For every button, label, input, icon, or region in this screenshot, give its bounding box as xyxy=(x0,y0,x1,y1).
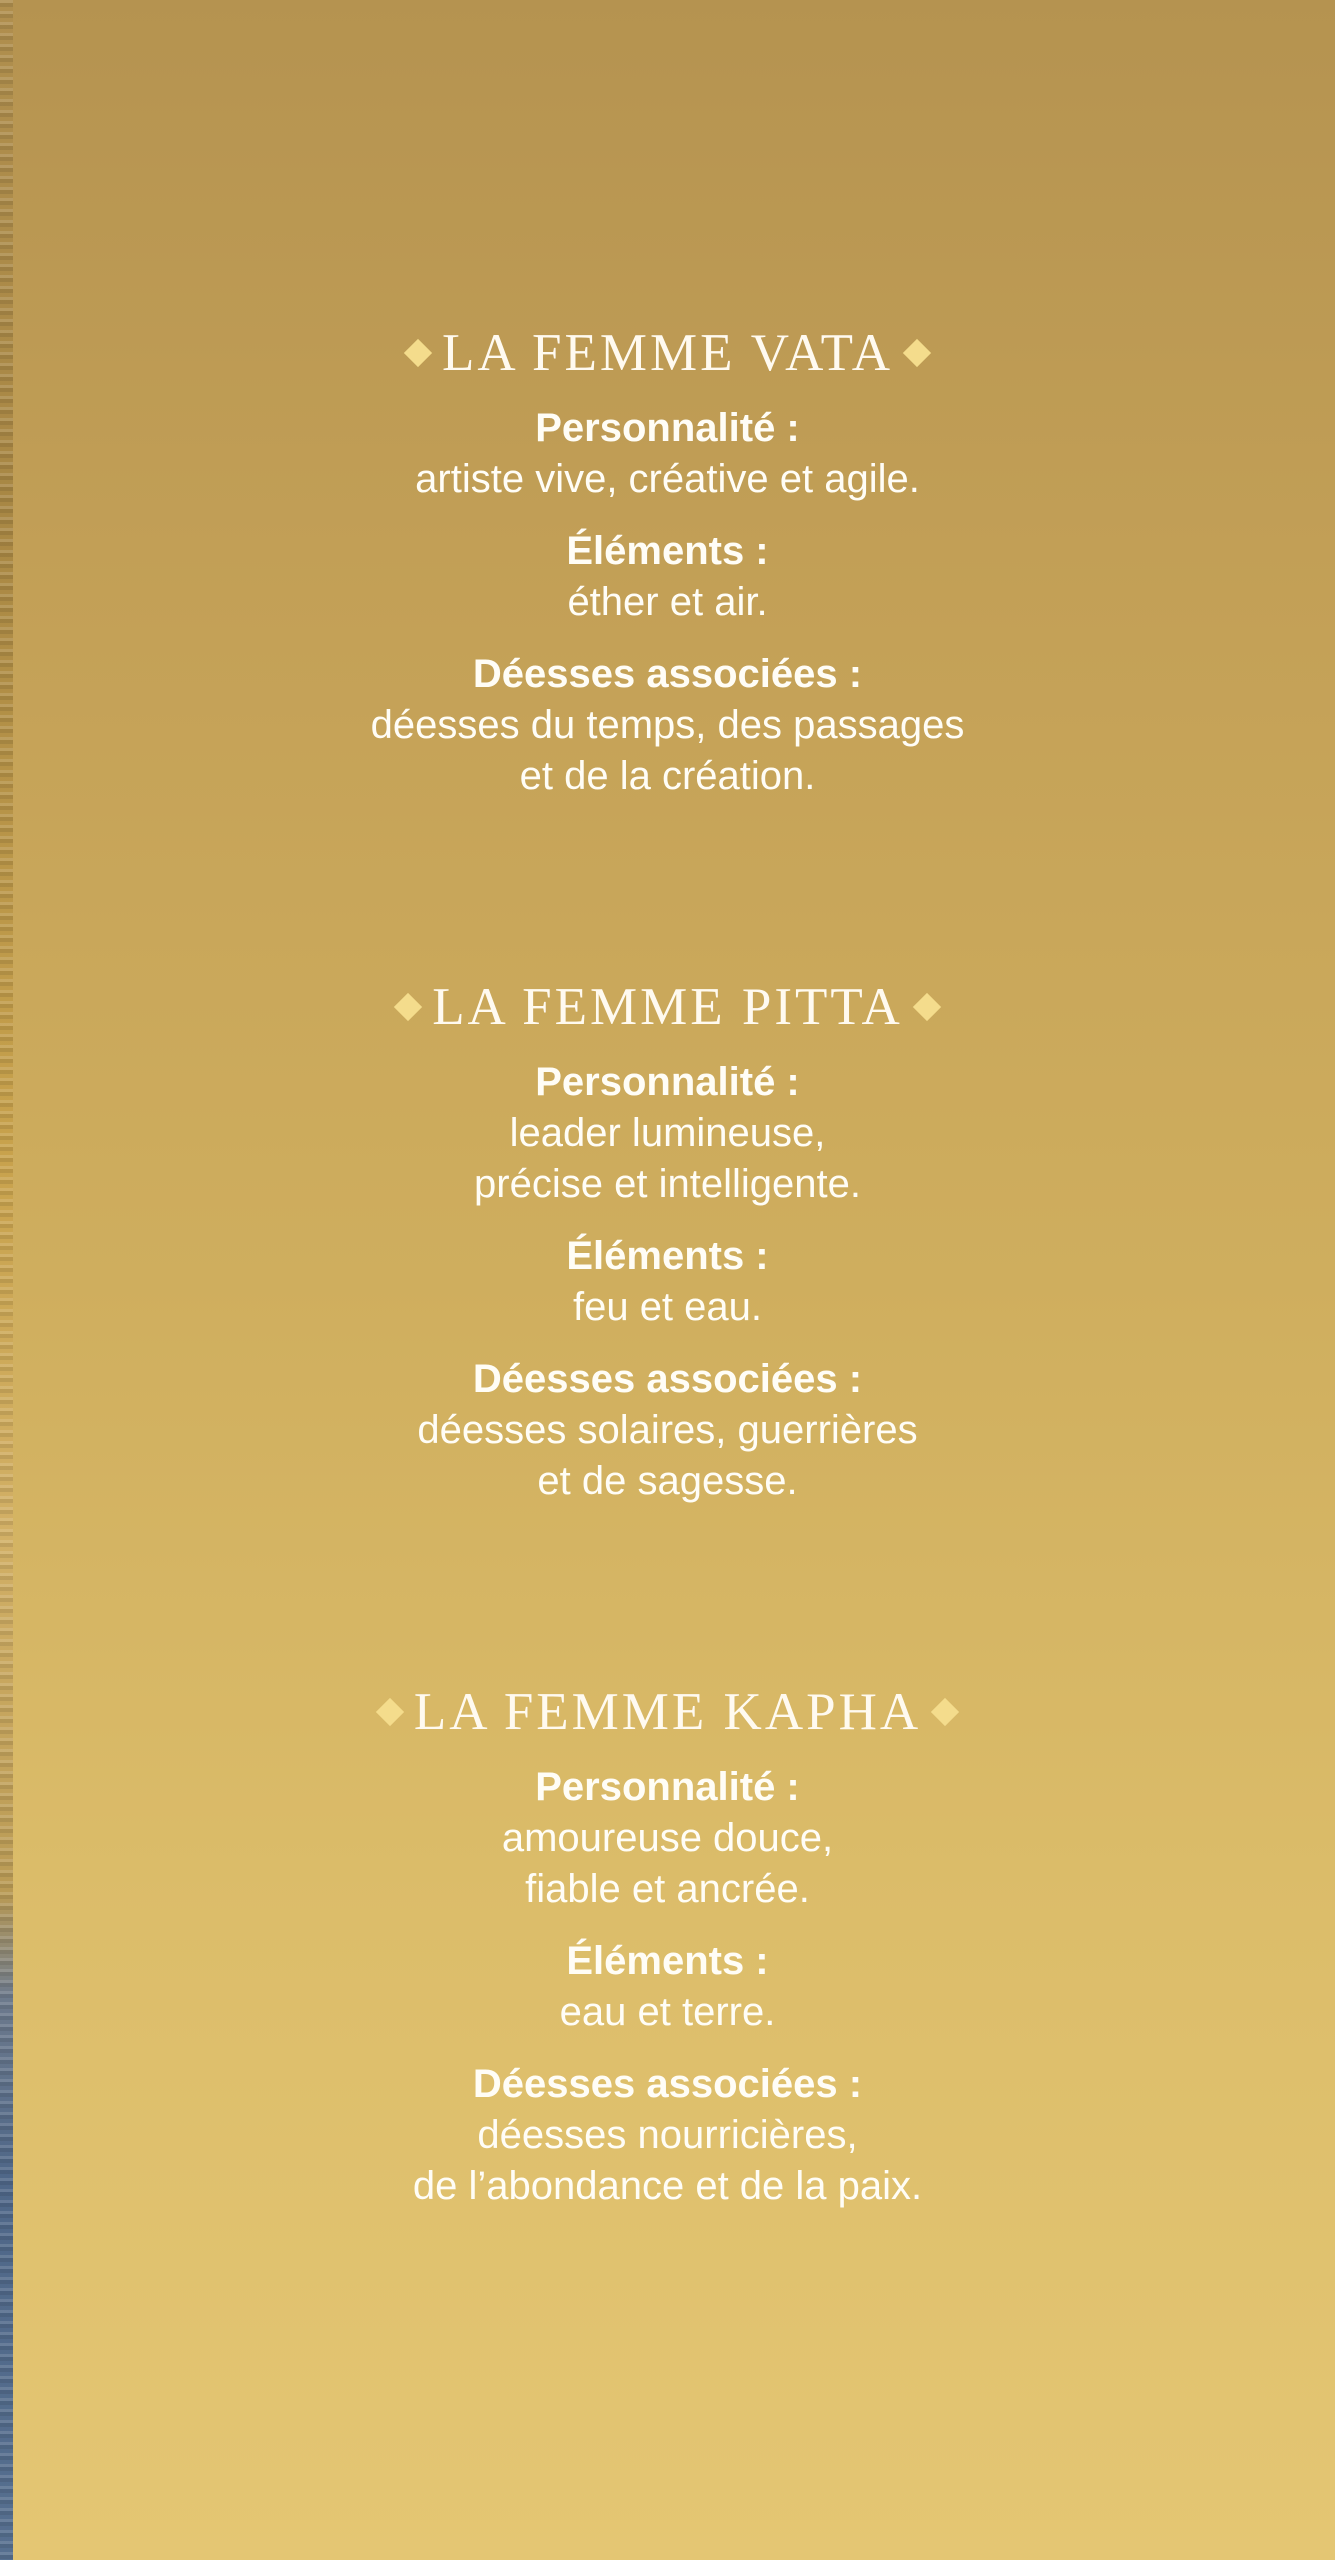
personality-value xyxy=(0,1108,1335,1210)
section-pitta xyxy=(0,972,1335,1507)
section-title-kapha xyxy=(0,1677,1335,1747)
diamond-icon xyxy=(903,339,931,367)
personality-line: leader lumineuse, xyxy=(509,1111,826,1155)
diamond-icon xyxy=(376,1698,404,1726)
goddesses-label: Déesses associées : xyxy=(472,652,863,696)
elements-line: éther et air. xyxy=(567,580,768,624)
personality-line: précise et intelligente. xyxy=(474,1162,861,1206)
elements-value xyxy=(0,577,1335,628)
personality-line: amoureuse douce, xyxy=(501,1816,834,1860)
section-title-vata xyxy=(0,318,1335,388)
personality-label: Personnalité : xyxy=(535,1765,800,1809)
goddesses-line: et de la création. xyxy=(519,754,816,798)
elements-label: Éléments : xyxy=(566,1939,769,1983)
goddesses-value xyxy=(0,2110,1335,2212)
personality-label: Personnalité : xyxy=(535,1060,800,1104)
personality-value xyxy=(0,1813,1335,1915)
personality-value xyxy=(0,454,1335,505)
goddesses-line: déesses du temps, des passages xyxy=(370,703,965,747)
personality-line: fiable et ancrée. xyxy=(525,1867,810,1911)
diamond-icon xyxy=(404,339,432,367)
goddesses-line: de l’abondance et de la paix. xyxy=(412,2164,923,2208)
section-title-pitta xyxy=(0,972,1335,1042)
goddesses-line: déesses nourricières, xyxy=(477,2113,858,2157)
goddesses-label: Déesses associées : xyxy=(472,2062,863,2106)
goddesses-line: déesses solaires, guerrières xyxy=(417,1408,918,1452)
goddesses-line: et de sagesse. xyxy=(537,1459,798,1503)
goddesses-value xyxy=(0,700,1335,802)
section-kapha xyxy=(0,1677,1335,2212)
personality-label: Personnalité : xyxy=(535,406,800,450)
goddesses-value xyxy=(0,1405,1335,1507)
elements-label: Éléments : xyxy=(566,1234,769,1278)
section-title-text: LA FEMME PITTA xyxy=(432,978,903,1036)
section-title-text: LA FEMME KAPHA xyxy=(413,1683,922,1741)
diamond-icon xyxy=(913,993,941,1021)
elements-label: Éléments : xyxy=(566,529,769,573)
section-title-text: LA FEMME VATA xyxy=(442,324,893,382)
elements-line: eau et terre. xyxy=(559,1990,776,2034)
personality-line: artiste vive, créative et agile. xyxy=(415,457,920,501)
elements-value xyxy=(0,1987,1335,2038)
elements-line: feu et eau. xyxy=(572,1285,763,1329)
section-vata xyxy=(0,318,1335,802)
elements-value xyxy=(0,1282,1335,1333)
diamond-icon xyxy=(394,993,422,1021)
goddesses-label: Déesses associées : xyxy=(472,1357,863,1401)
diamond-icon xyxy=(931,1698,959,1726)
